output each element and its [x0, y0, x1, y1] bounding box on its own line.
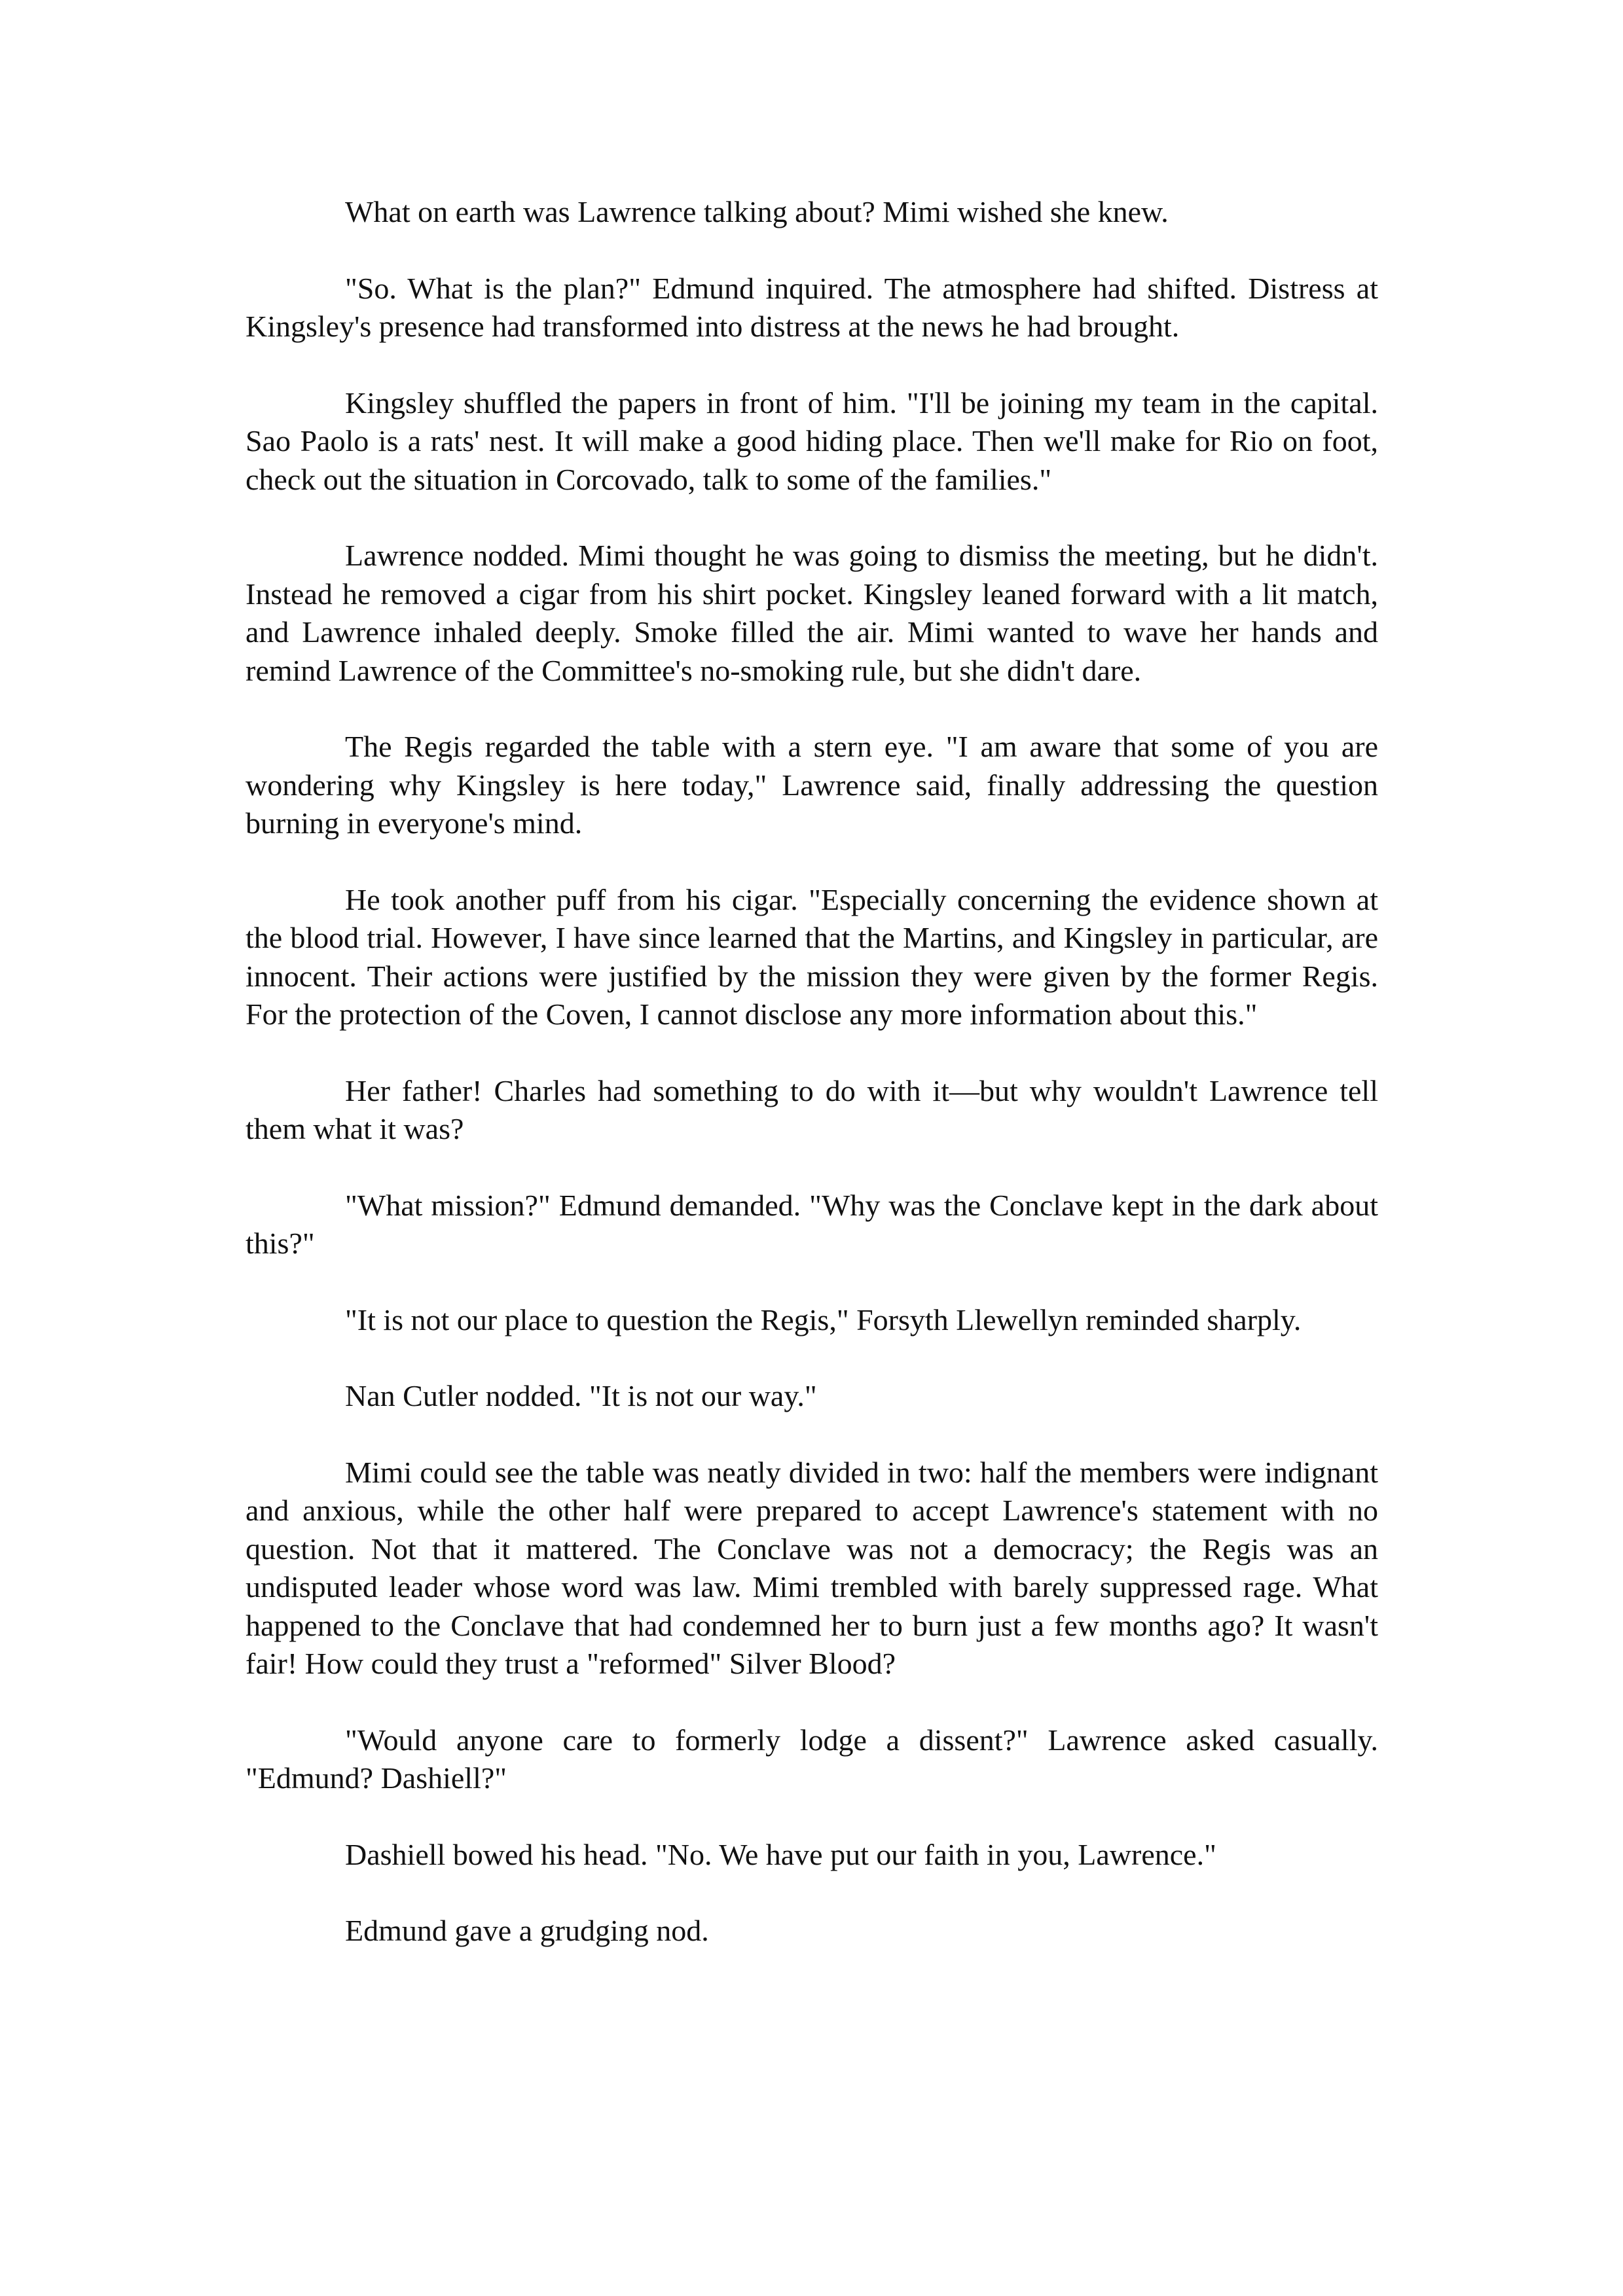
- paragraph: Dashiell bowed his head. "No. We have put our faith in you, Lawrence.": [345, 1837, 1216, 1871]
- paragraph: "What mission?" Edmund demanded. "Why was the Conclave kept in the dark about this?": [246, 1188, 1378, 1260]
- paragraph: He took another puff from his cigar. "Especially concerning the evidence shown at the blood trial. However, I have since learned that the Martins, and Kingsley in particular, are innocent. Their actions were justified by the mission they were given by the former Regis. For the protection of the Coven, I cannot disclose any more information about this.": [246, 882, 1378, 1031]
- paragraph: "It is not our place to question the Regis," Forsyth Llewellyn reminded sharply.: [345, 1302, 1302, 1336]
- paragraph: "Would anyone care to formerly lodge a dissent?" Lawrence asked casually. "Edmund? Dashiell?": [246, 1723, 1378, 1795]
- document-page: [246, 193, 1378, 1988]
- paragraph: What on earth was Lawrence talking about? Mimi wished she knew.: [345, 195, 1169, 228]
- paragraph: Kingsley shuffled the papers in front of him. "I'll be joining my team in the capital. Sao Paolo is a rats' nest. It will make a good hiding place. Then we'll make for Rio on foot, check out the situation in Corcovado, talk to some of the families.": [246, 386, 1378, 496]
- paragraph: The Regis regarded the table with a stern eye. "I am aware that some of you are wondering why Kingsley is here today," Lawrence said, finally addressing the question burning in everyone's mind.: [246, 730, 1378, 840]
- paragraph: Nan Cutler nodded. "It is not our way.": [345, 1379, 817, 1412]
- paragraph: Her father! Charles had something to do with it—but why wouldn't Lawrence tell them what it was?: [246, 1073, 1378, 1145]
- paragraph: Edmund gave a grudging nod.: [345, 1914, 709, 1947]
- paragraph: Mimi could see the table was neatly divided in two: half the members were indignant and anxious, while the other half were prepared to accept Lawrence's statement with no question. Not that it mattered. The Conclave was not a democracy; the Regis was an undisputed leader whose word was law. Mimi trembled with barely suppressed rage. What happened to the Conclave that had condemned her to burn just a few months ago? It wasn't fair! How could they trust a "reformed" Silver Blood?: [246, 1455, 1378, 1680]
- paragraph: Lawrence nodded. Mimi thought he was going to dismiss the meeting, but he didn't. Instead he removed a cigar from his shirt pocket. Kingsley leaned forward with a lit match, and Lawrence inhaled deeply. Smoke filled the air. Mimi wanted to wave her hands and remind Lawrence of the Committee's no-smoking rule, but she didn't dare.: [246, 539, 1378, 687]
- paragraph: "So. What is the plan?" Edmund inquired. The atmosphere had shifted. Distress at Kingsley's presence had transformed into distress at the news he had brought.: [246, 271, 1378, 343]
